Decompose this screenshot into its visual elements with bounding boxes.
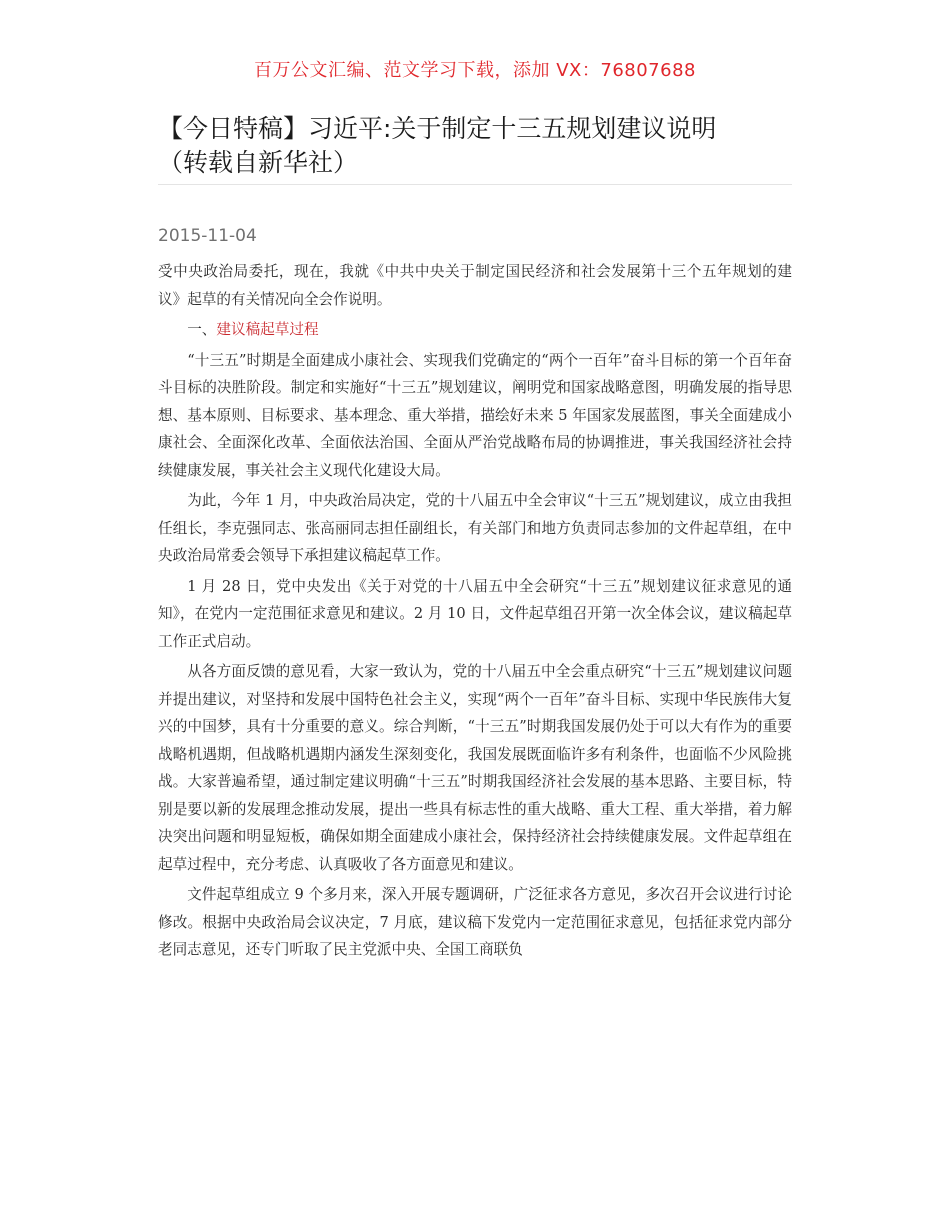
body-paragraph-2: 为此，今年 1 月，中央政治局决定，党的十八届五中全会审议“十三五”规划建议，成立由我担任组长，李克强同志、张高丽同志担任副组长，有关部门和地方负责同志参加的文件起草组，在中央政治局常委会领导下承担建议稿起草工作。 xyxy=(158,492,792,564)
watermark-banner: 百万公文汇编、范文学习下载，添加 VX：76807688 xyxy=(254,60,696,81)
intro-paragraph: 受中央政治局委托，现在，我就《中共中央关于制定国民经济和社会发展第十三个五年规划的建议》起草的有关情况向全会作说明。 xyxy=(158,263,792,308)
publish-date: 2015-11-04 xyxy=(158,226,257,246)
section-heading xyxy=(158,316,792,344)
article-header xyxy=(158,112,792,185)
article-title-line-1: 【今日特稿】习近平:关于制定十三五规划建议说明 xyxy=(158,114,717,143)
body-paragraph-5: 文件起草组成立 9 个多月来，深入开展专题调研，广泛征求各方意见，多次召开会议进行讨论修改。根据中央政治局会议决定，7 月底，建议稿下发党内一定范围征求意见，包括征求党内部分老同志意见，还专门听取了民主党派中央、全国工商联负 xyxy=(158,886,792,958)
article-title-line-2: （转载自新华社） xyxy=(158,148,359,177)
section-number: 一、 xyxy=(187,321,217,338)
body-paragraph-1: “十三五”时期是全面建成小康社会、实现我们党确定的“两个一百年”奋斗目标的第一个百年奋斗目标的决胜阶段。制定和实施好“十三五”规划建议，阐明党和国家战略意图，明确发展的指导思想、基本原则、目标要求、基本理念、重大举措，描绘好未来 5 年国家发展蓝图，事关全面建成小康社会、全面深化改革、全面依法治国、全面从严治党战略布局的协调推进，事关我国经济社会持续健康发展，事关社会主义现代化建设大局。 xyxy=(158,351,792,479)
section-title: 建议稿起草过程 xyxy=(216,321,319,338)
body-paragraph-4: 从各方面反馈的意见看，大家一致认为，党的十八届五中全会重点研究“十三五”规划建议问题并提出建议，对坚持和发展中国特色社会主义，实现“两个一百年”奋斗目标、实现中华民族伟大复兴的中国梦，具有十分重要的意义。综合判断，“十三五”时期我国发展仍处于可以大有作为的重要战略机遇期，但战略机遇期内涵发生深刻变化，我国发展既面临许多有利条件，也面临不少风险挑战。大家普遍希望，通过制定建议明确“十三五”时期我国经济社会发展的基本思路、主要目标，特别是要以新的发展理念推动发展，提出一些具有标志性的重大战略、重大工程、重大举措，着力解决突出问题和明显短板，确保如期全面建成小康社会，保持经济社会持续健康发展。文件起草组在起草过程中，充分考虑、认真吸收了各方面意见和建议。 xyxy=(158,663,792,873)
article-title xyxy=(158,112,792,180)
article-body xyxy=(158,258,792,967)
body-paragraph-3: 1 月 28 日，党中央发出《关于对党的十八届五中全会研究“十三五”规划建议征求意见的通知》，在党内一定范围征求意见和建议。2 月 10 日，文件起草组召开第一次全体会议，建议稿起草工作正式启动。 xyxy=(158,577,792,650)
